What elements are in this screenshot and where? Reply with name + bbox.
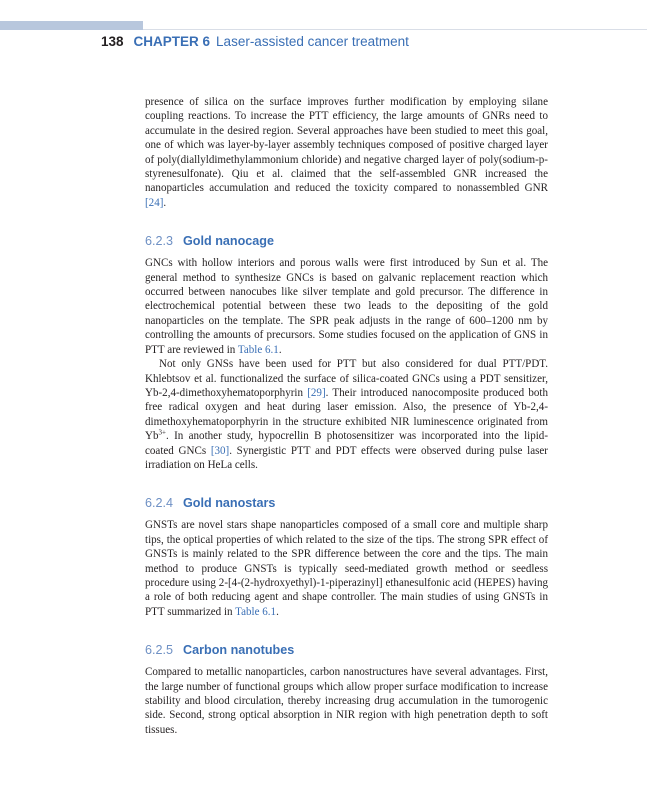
chapter-title: Laser-assisted cancer treatment [216, 34, 409, 49]
intro-paragraph: presence of silica on the surface improves further modification by employing silane coupling reactions. To increase the PTT efficiency, the large amounts of GNRs need to accumulate in the desired region. Several approaches have been studied to meet this goal, one of which was layer-by-layer assembly techniques composed of positive charged layer of poly(diallyldimethylammonium chloride) and negative charged layer of poly(sodium-p-styrenesulfonate). Qiu et al. claimed that the self-assembled GNR increased the nanoparticles accumulation and reduced the toxicity compared to nonassembled GNR [24]. [145, 96, 548, 209]
citation-link[interactable]: [24] [145, 196, 164, 209]
paragraph: GNCs with hollow interiors and porous walls were first introduced by Sun et al. The general method to synthesize GNCs is based on galvanic replacement reaction which occurred between nanocubes like silver template and gold precursor. The difference in electrochemical potential between these two leads to the depositing of the gold nanoparticles on the template. The SPR peak adjusts in the range of 600–1200 nm by controlling the amounts of precursors. Some studies focused on the application of GNS in PTT are reviewed in Table 6.1. [145, 257, 548, 356]
section-heading-6-2-4: 6.2.4 Gold nanostars [145, 496, 276, 511]
chapter-label: CHAPTER 6 [133, 34, 211, 49]
paragraph: GNSTs are novel stars shape nanoparticles composed of a small core and multiple sharp tips, the optical properties of which related to the size of the tips. The strong SPR effect of GNSTs is mainly related to the SPR difference between the core and the tips. The main method to produce GNSTs is typically seed-mediated growth method or seedless procedure using 2-[4-(2-hydroxyethyl)-1-piperazinyl] ethanesulfonic acid (HEPES) having a role of both reducing agent and shape controller. The main studies of using GNSTs in PTT summarized in Table 6.1. [145, 519, 548, 618]
table-link[interactable]: Table 6.1 [237, 343, 279, 356]
section-heading-6-2-5: 6.2.5 Carbon nanotubes [145, 643, 295, 658]
paragraph: Not only GNSs have been used for PTT but also considered for dual PTT/PDT. Khlebtsov et al. functionalized the surface of silica-coated GNCs using a PDT sensitizer, Yb-2,4-dimethoxyhematoporphyrin [29]. Their introduced nanocomposite produced both free radical oxygen and heat during laser emission. Also, the presence of Yb-2,4-dimethoxyhematoporphyrin in the structure exhibited NIR luminescence originated from $Yb^{3+}$. In another study, hypocrellin B photosensitizer was incorporated into the lipid-coated GNCs [30]. Synergistic PTT and PDT effects were observed during pulse laser irradiation on HeLa cells. [145, 358, 549, 471]
section-heading-6-2-3: 6.2.3 Gold nanocage [145, 234, 274, 249]
table-link[interactable]: Table 6.1 [235, 605, 277, 618]
citation-link[interactable]: [29] [307, 386, 326, 399]
header-color-bar [0, 21, 143, 30]
citation-link[interactable]: [30] [210, 444, 230, 457]
page-body [145, 95, 548, 737]
running-head [101, 34, 409, 49]
page-number: 138 [101, 34, 124, 49]
paragraph: Compared to metallic nanoparticles, carbon nanostructures have several advantages. First, the large number of functional groups which allow proper surface modification to increase stability and blood circulation, thereby increasing drug accumulation in the tumorogenic side. Second, strong optical absorption in NIR region with high penetration depth to soft tissues. [145, 666, 548, 736]
header-rule [143, 29, 647, 30]
